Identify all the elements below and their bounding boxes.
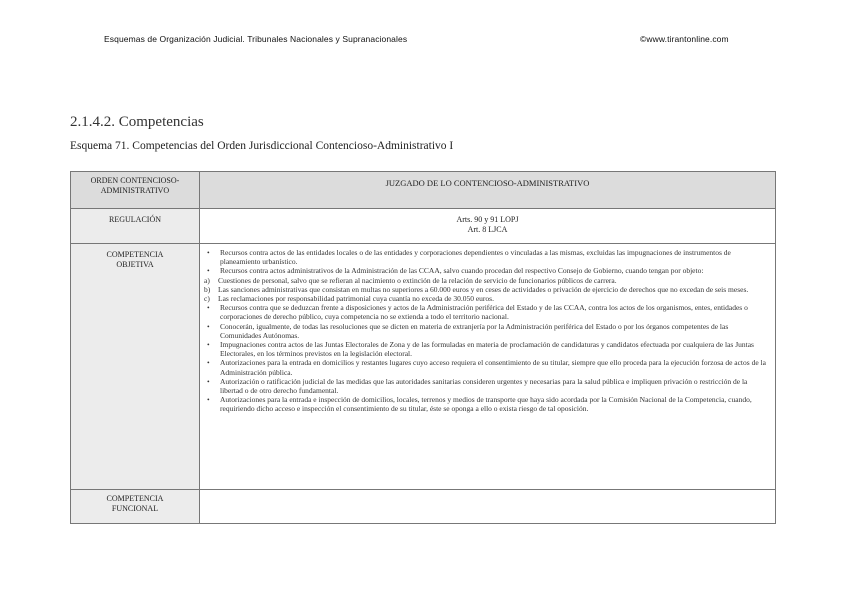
list-item-text: Impugnaciones contra actos de las Juntas Electorales de Zona y de las formuladas en materia de proclamación de candidaturas y candidatos efectuada por cualquiera de las Juntas Electorales, en los términos previstos en la legislación electoral. bbox=[220, 340, 754, 359]
row-label-competencia-objetiva bbox=[71, 244, 200, 490]
list-item bbox=[204, 358, 771, 376]
list-item-text: Recursos contra que se deduzcan frente a disposiciones y actos de la Administración periférica del Estado y de las CCAA, contra los actos de los organismos, entes, entidades o corporaciones de derecho público, cuya competencia no se extienda a todo el territorio nacional. bbox=[220, 303, 748, 322]
sublist-letter: c) bbox=[204, 294, 210, 304]
funcional-label-line1: COMPETENCIA bbox=[106, 494, 164, 503]
list-item bbox=[204, 248, 771, 266]
competencias-table bbox=[70, 171, 776, 524]
list-item-text: Conocerán, igualmente, de todas las resoluciones que se dicten en materia de extranjería por la Administración periférica del Estado o por los órganos competentes de las Comunidades Autónomas. bbox=[220, 321, 729, 340]
regulacion-line1: Arts. 90 y 91 LOPJ bbox=[456, 215, 519, 224]
running-header-title: Esquemas de Organización Judicial. Tribunales Nacionales y Supranacionales bbox=[104, 34, 408, 44]
list-item bbox=[204, 322, 771, 340]
table-row-regulacion bbox=[71, 209, 776, 244]
objetiva-label-line1: COMPETENCIA bbox=[106, 250, 164, 259]
sublist-item bbox=[204, 285, 771, 294]
list-item-text: Autorizaciones para la entrada en domicilios y restantes lugares cuyo acceso requiera el consentimiento de su titular, siempre que ello proceda para la ejecución forzosa de actos de la Administración pública. bbox=[220, 358, 766, 377]
funcional-label-line2: FUNCIONAL bbox=[111, 504, 159, 513]
sublist-letter: b) bbox=[204, 284, 211, 294]
header-orden-line1: ORDEN CONTENCIOSO- bbox=[90, 176, 180, 185]
sublist-text: Cuestiones de personal, salvo que se refieran al nacimiento o extinción de la relación de servicio de funcionarios públicos de carrera. bbox=[218, 275, 617, 285]
objetiva-label-line2: OBJETIVA bbox=[116, 260, 154, 269]
running-header-website: ©www.tirantonline.com bbox=[640, 34, 729, 44]
table-header-row bbox=[71, 172, 776, 209]
list-item bbox=[204, 303, 771, 321]
list-item-text: Recursos contra actos administrativos de la Administración de las CCAA, salvo cuando procedan del respectivo Consejo de Gobierno, cuando tengan por objeto: bbox=[220, 266, 704, 276]
table-row-competencia-funcional bbox=[71, 490, 776, 524]
regulacion-line2: Art. 8 LJCA bbox=[467, 225, 508, 234]
list-item-text: Autorización o ratificación judicial de las medidas que las autoridades sanitarias consideren urgentes y necesarias para la salud pública e impliquen privación o restricción de la libertad o de otro derecho fundamental. bbox=[220, 376, 748, 396]
list-item-text: Autorizaciones para la entrada e inspección de domicilios, locales, terrenos y medios de transporte que haya sido acordada por la Comisión Nacional de la Competencia, cuando, requiriendo dicho acceso e inspección el consentimiento de su titular, éste se oponga a ello o exista riesgo de tal oposición. bbox=[220, 395, 752, 414]
header-cell-orden bbox=[71, 172, 200, 209]
competencia-objetiva-list bbox=[204, 248, 771, 414]
header-cell-juzgado: JUZGADO DE LO CONTENCIOSO-ADMINISTRATIVO bbox=[200, 172, 776, 209]
list-item bbox=[204, 377, 771, 395]
sublist-item bbox=[204, 276, 771, 285]
row-label-regulacion: REGULACIÓN bbox=[71, 209, 200, 244]
schema-subtitle: Esquema 71. Competencias del Orden Jurisdiccional Contencioso-Administrativo I bbox=[70, 140, 454, 152]
list-item bbox=[204, 266, 771, 303]
sublist-item bbox=[204, 294, 771, 303]
row-label-competencia-funcional bbox=[71, 490, 200, 524]
regulacion-cell bbox=[200, 209, 776, 244]
sublist-text: Las reclamaciones por responsabilidad patrimonial cuya cuantía no exceda de 30.050 euros. bbox=[218, 294, 494, 304]
sublist-text: Las sanciones administrativas que consistan en multas no superiores a 60.000 euros y en ceses de actividades o privación de ejercicio de derechos que no excedan de seis meses. bbox=[218, 284, 749, 294]
competencia-funcional-cell bbox=[200, 490, 776, 524]
list-item-text: Recursos contra actos de las entidades locales o de las entidades y corporaciones dependientes o vinculadas a las mismas, excluidas las impugnaciones de instrumentos de planeamiento urbanístico. bbox=[220, 248, 731, 267]
list-item bbox=[204, 395, 771, 413]
list-item bbox=[204, 340, 771, 358]
sublist-letter: a) bbox=[204, 275, 210, 285]
sublist bbox=[204, 275, 771, 304]
header-orden-line2: ADMINISTRATIVO bbox=[100, 186, 170, 195]
table-row-competencia-objetiva bbox=[71, 244, 776, 490]
section-title: 2.1.4.2. Competencias bbox=[70, 114, 204, 130]
competencia-objetiva-cell bbox=[200, 244, 776, 490]
